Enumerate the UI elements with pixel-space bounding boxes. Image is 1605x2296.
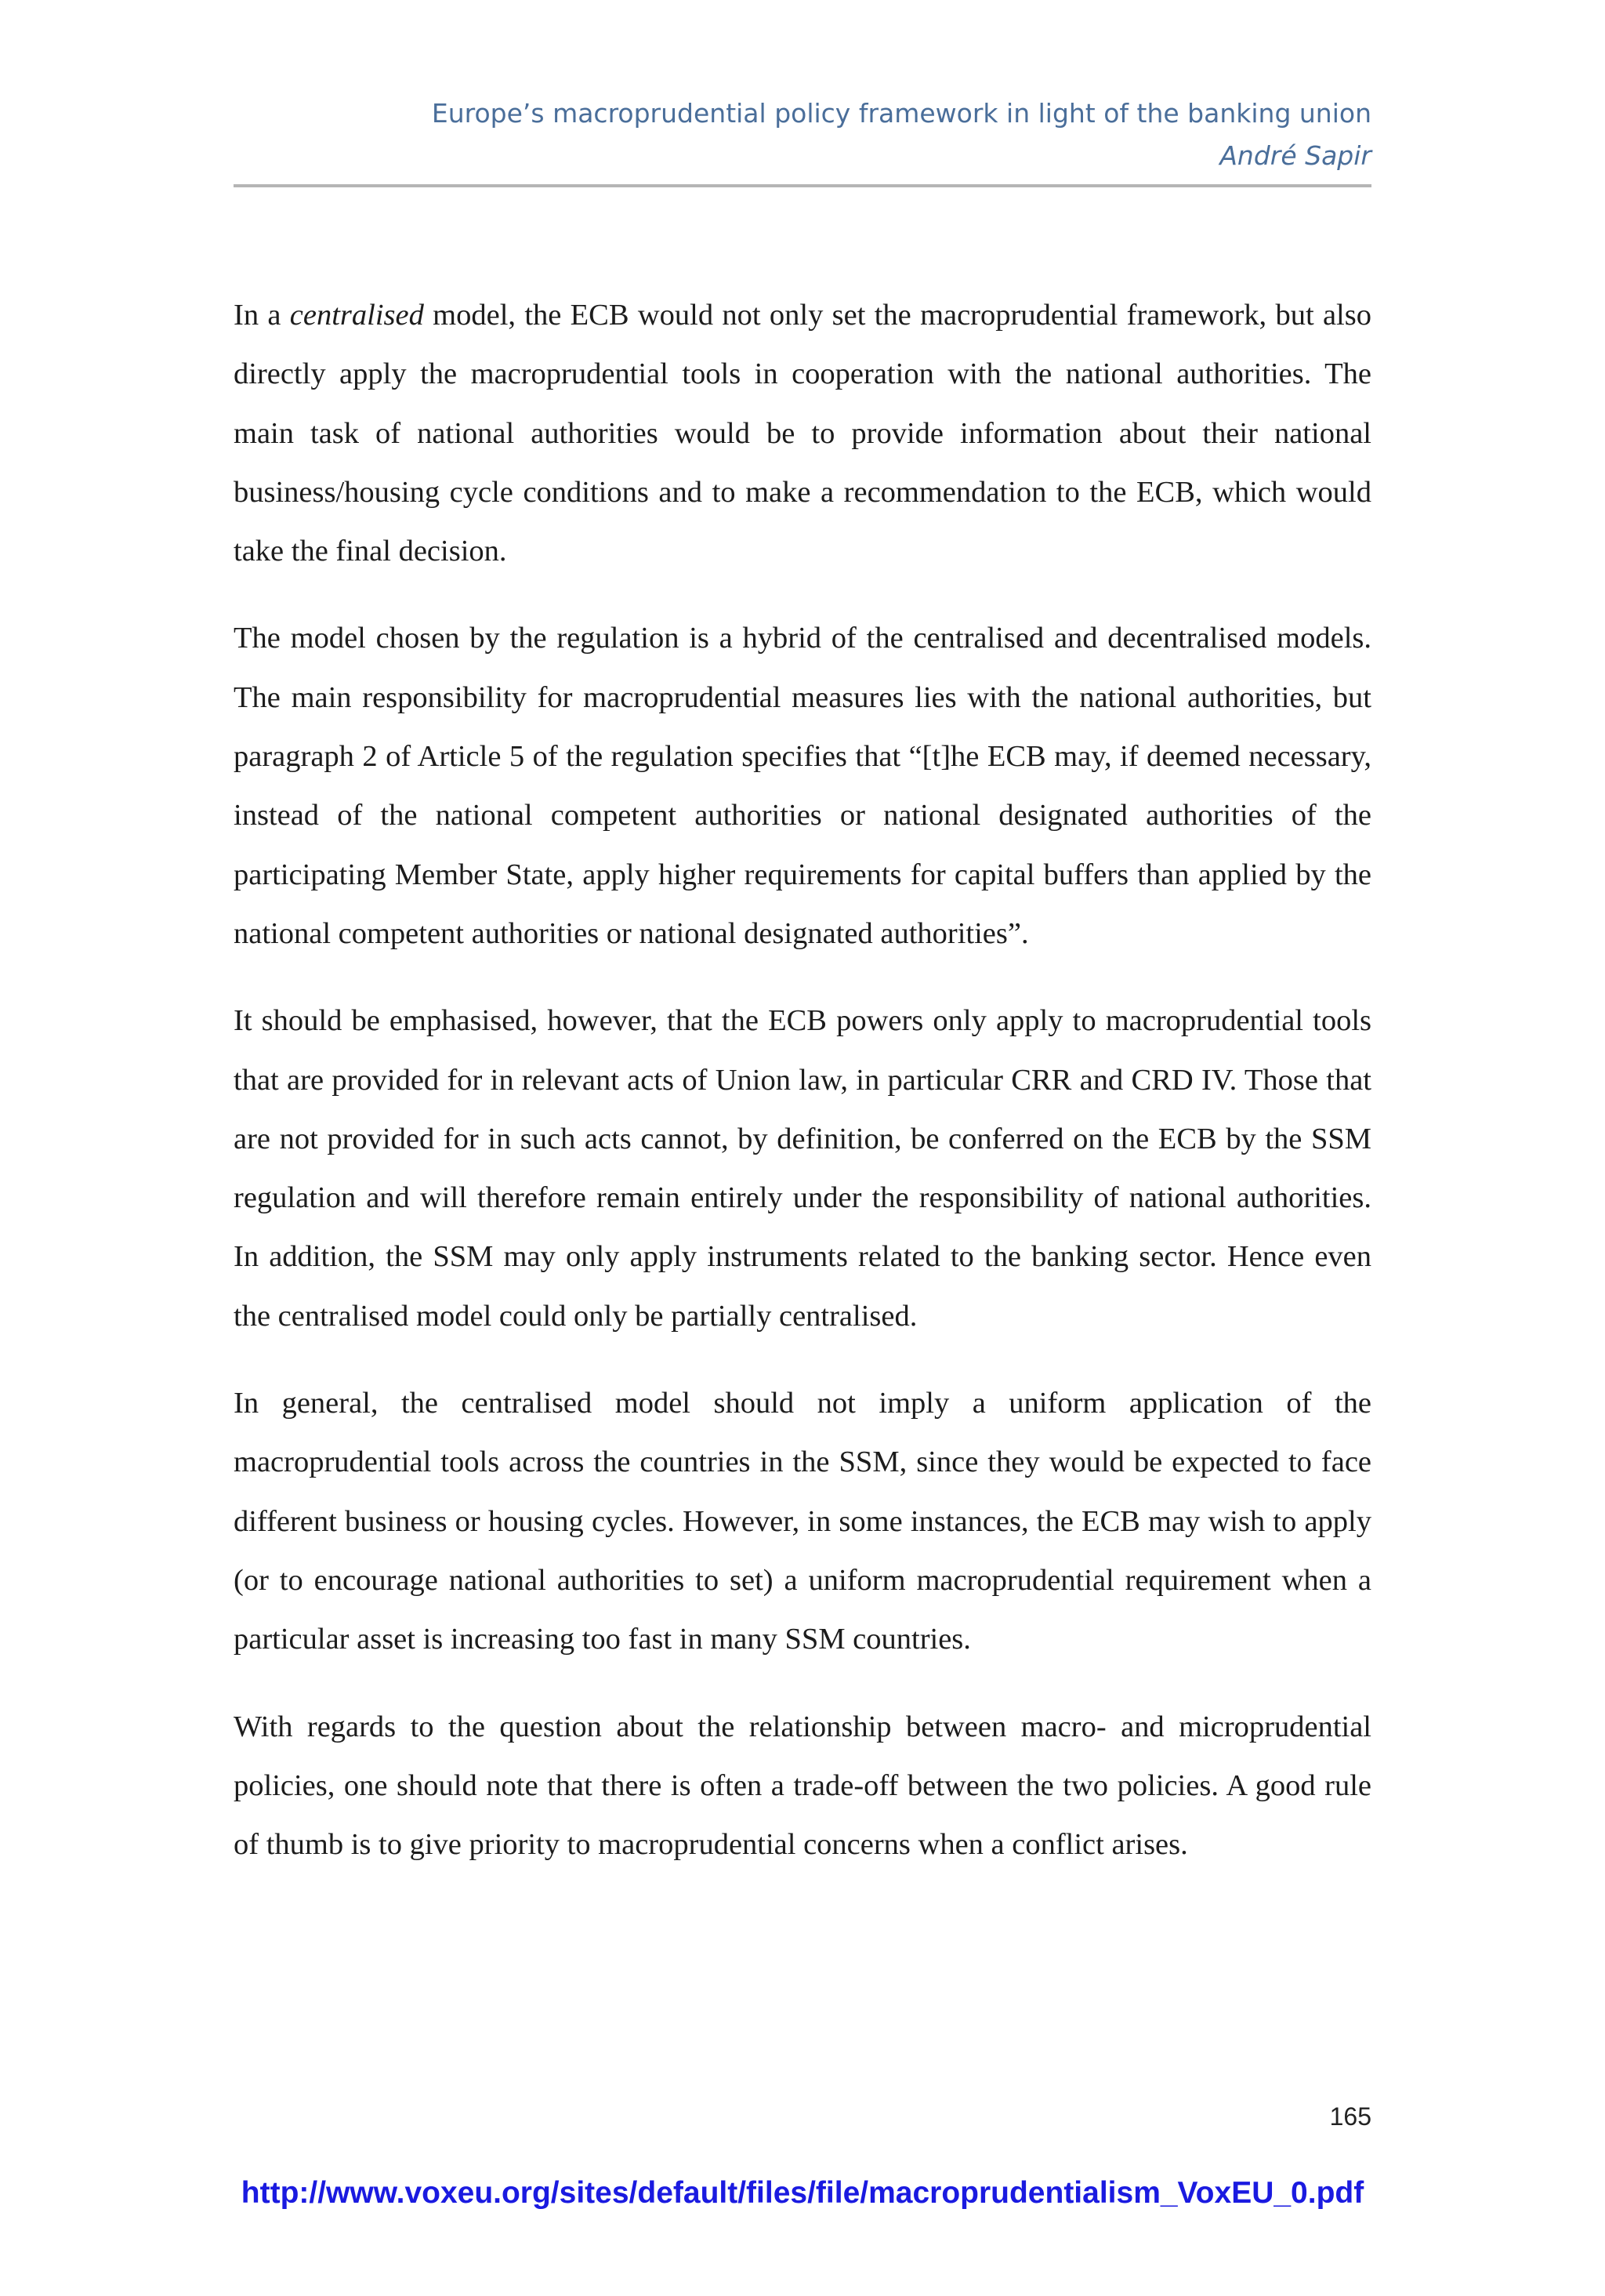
- paragraph-2: The model chosen by the regulation is a hybrid of the centralised and decentralised models. The main responsibility for macroprudential measures lies with the national authorities, but paragraph 2 of Article 5 of the regulation specifies that “[t]he ECB may, if deemed necessary, instead of the national competent authorities or national designated authorities of the participating Member State, apply higher requirements for capital buffers than applied by the national competent authorities or national designated authorities”.: [234, 622, 1371, 950]
- paragraph-4: In general, the centralised model should not imply a uniform application of the macroprudential tools across the countries in the SSM, since they would be expected to face different business or housing cycles. However, in some instances, the ECB may wish to apply (or to encourage national authorities to set) a uniform macroprudential requirement when a particular asset is increasing too fast in many SSM countries.: [234, 1387, 1371, 1656]
- source-url-link[interactable]: http://www.voxeu.org/sites/default/files/file/macroprudentialism_VoxEU_0.pdf: [241, 2176, 1364, 2210]
- paragraph-3: It should be emphasised, however, that the ECB powers only apply to macroprudential tools that are provided for in relevant acts of Union law, in particular CRR and CRD IV. Those that are not provided for in such acts cannot, by definition, be conferred on the ECB by the SSM regulation and will therefore remain entirely under the responsibility of national authorities. In addition, the SSM may only apply instruments related to the banking sector. Hence even the centralised model could only be partially centralised.: [234, 1004, 1371, 1333]
- paragraph-5: With regards to the question about the relationship between macro- and microprudential policies, one should note that there is often a trade-off between the two policies. A good rule of thumb is to give priority to macroprudential concerns when a conflict arises.: [234, 1710, 1371, 1862]
- header-divider: [234, 184, 1371, 187]
- paragraph-1-lead: In a: [234, 299, 290, 332]
- page-number: 165: [1329, 2102, 1371, 2131]
- emphasis-centralised: centralised: [289, 299, 424, 332]
- paragraph-1: [234, 286, 1371, 581]
- paragraph-1-rest: model, the ECB would not only set the macroprudential framework, but also directly apply the macroprudential tools in cooperation with the national authorities. The main task of national authorities would be to provide information about their national business/housing cycle conditions and to make a recommendation to the ECB, which would take the final decision.: [234, 299, 1371, 568]
- article-body: [234, 286, 1371, 1902]
- running-header: [234, 92, 1371, 177]
- author-name: André Sapir: [1219, 140, 1371, 171]
- chapter-title: Europe’s macroprudential policy framework in light of the banking union: [431, 98, 1371, 129]
